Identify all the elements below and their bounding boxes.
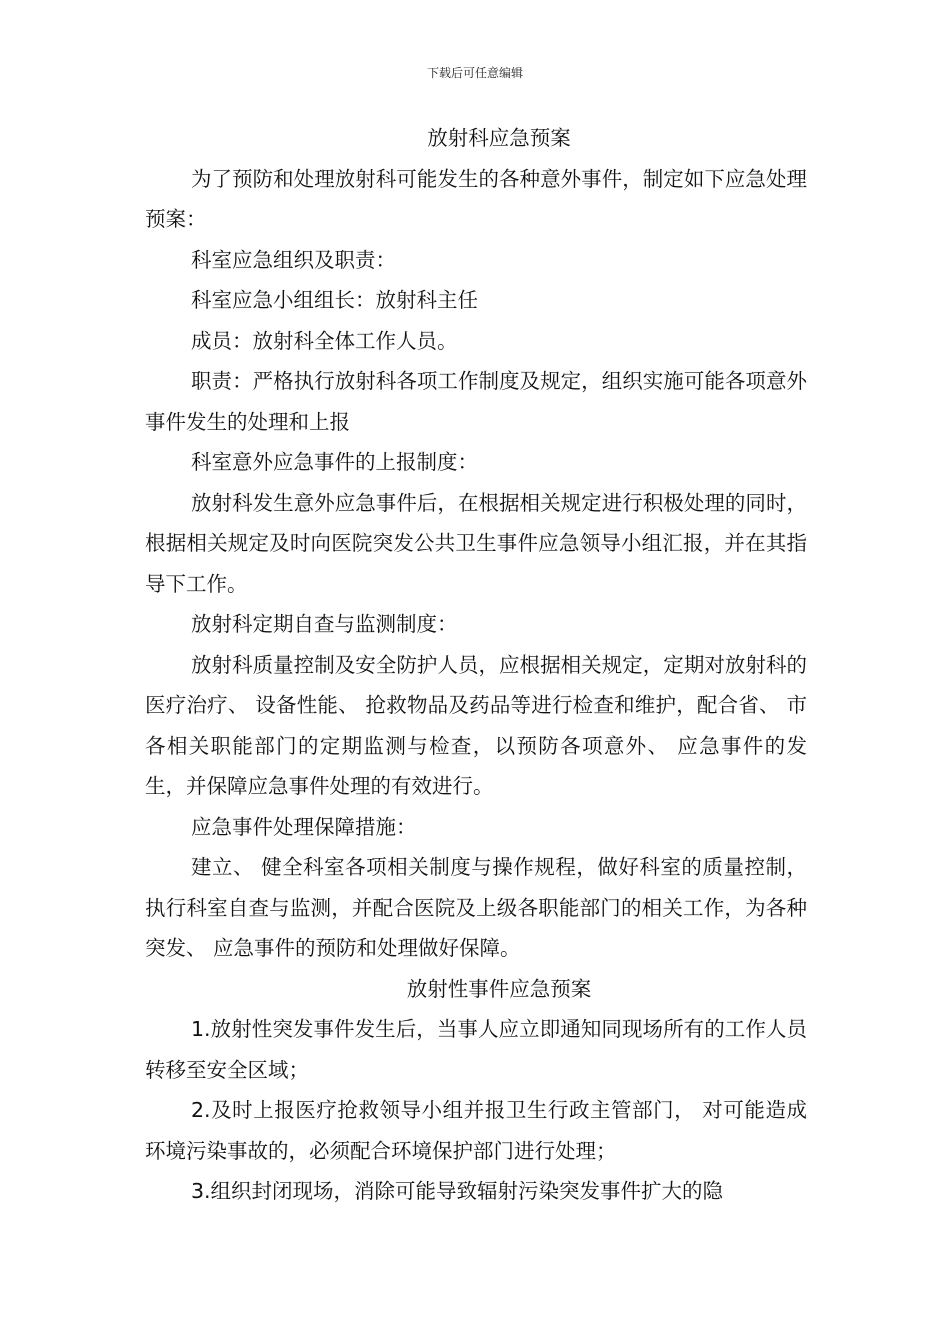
list-item: 1.放射性突发事件发生后，当事人应立即通知同现场所有的工作人员转移至安全区域； — [145, 1017, 807, 1082]
paragraph: 成员：放射科全体工作人员。 — [191, 328, 458, 353]
paragraph: 放射科发生意外应急事件后，在根据相关规定进行积极处理的同时，根据相关规定及时向医院突发公共卫生事件应急领导小组汇报，并在其指导下工作。 — [145, 490, 807, 596]
page-header-note: 下载后可任意编辑 — [426, 66, 523, 80]
paragraph: 建立、 健全科室各项相关制度与操作规程，做好科室的质量控制，执行科室自查与监测，并配合医院及上级各职能部门的相关工作，为各种突发、 应急事件的预防和处理做好保障。 — [145, 855, 807, 960]
paragraph: 放射科质量控制及安全防护人员，应根据相关规定，定期对放射科的医疗治疗、 设备性能、 抢救物品及药品等进行检查和维护，配合省、 市各相关职能部门的定期监测与检查，以预防各项意外、 应急事件的发生，并保障应急事件处理的有效进行。 — [145, 652, 807, 798]
section-heading: 应急事件处理保障措施： — [191, 814, 417, 839]
list-item: 2.及时上报医疗抢救领导小组并报卫生行政主管部门， 对可能造成环境污染事故的，必须配合环境保护部门进行处理； — [145, 1098, 807, 1163]
section-heading: 科室意外应急事件的上报制度： — [191, 450, 478, 474]
document-title: 放射科应急预案 — [427, 126, 571, 150]
section-heading: 科室应急组织及职责： — [191, 247, 396, 272]
paragraph: 为了预防和处理放射科可能发生的各种意外事件，制定如下应急处理预案： — [145, 166, 807, 231]
section-heading: 放射科定期自查与监测制度： — [191, 612, 458, 636]
paragraph: 科室应急小组组长：放射科主任 — [191, 288, 478, 312]
section-title: 放射性事件应急预案 — [406, 976, 592, 1001]
paragraph: 职责：严格执行放射科各项工作制度及规定，组织实施可能各项意外事件发生的处理和上报 — [145, 369, 807, 434]
document-body — [145, 118, 807, 1212]
list-item: 3.组织封闭现场，消除可能导致辐射污染突发事件扩大的隐 — [191, 1179, 724, 1203]
